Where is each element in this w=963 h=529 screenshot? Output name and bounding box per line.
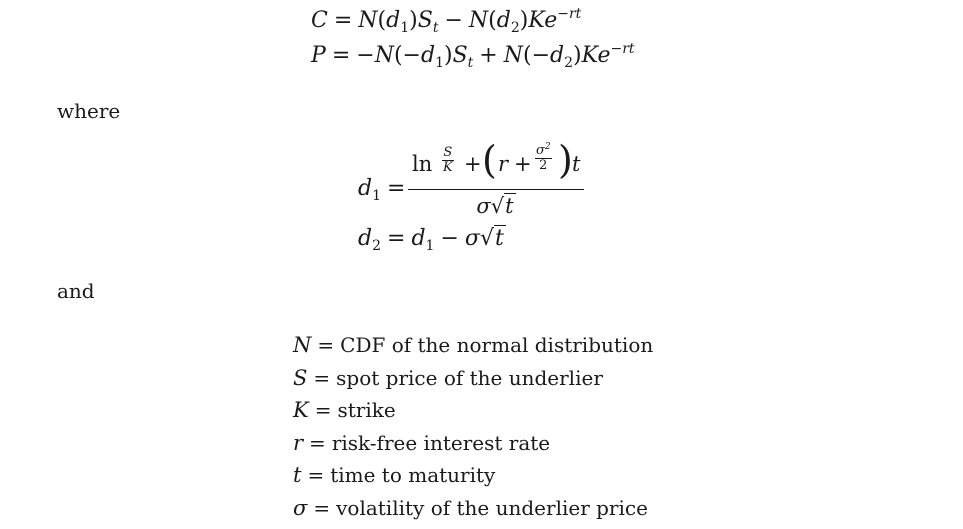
d1-label: $d_1$ = <box>358 176 406 204</box>
call-price-equation: $C = N(d_1)S_t - N(d_2)Ke^{-rt}$ <box>311 6 582 36</box>
definitions-list <box>293 333 653 529</box>
definition-row-r: r = risk-free interest rate <box>293 430 551 455</box>
d2-equation: $d_2 = d_1 - \sigma√t$ <box>358 226 504 254</box>
definition-row-sigma: σ = volatility of the underlier price <box>293 495 648 520</box>
d1-fraction <box>408 138 584 222</box>
and-text: and <box>57 279 95 303</box>
where-text: where <box>57 99 121 123</box>
put-price-equation: $P = -N(-d_1)S_t + N(-d_2)Ke^{-rt}$ <box>311 41 635 71</box>
d1-denominator: σ√t <box>476 194 514 218</box>
fraction-bar <box>408 189 584 190</box>
definition-row-n: N = CDF of the normal distribution <box>293 333 654 357</box>
definition-row-s: S = spot price of the underlier <box>293 365 603 390</box>
d1-numerator: ln S K + ( r + $\sigma^2$ 2 ) t <box>412 138 581 182</box>
definition-row-t: t = time to maturity <box>293 463 496 488</box>
definition-row-k: K = strike <box>293 398 396 423</box>
